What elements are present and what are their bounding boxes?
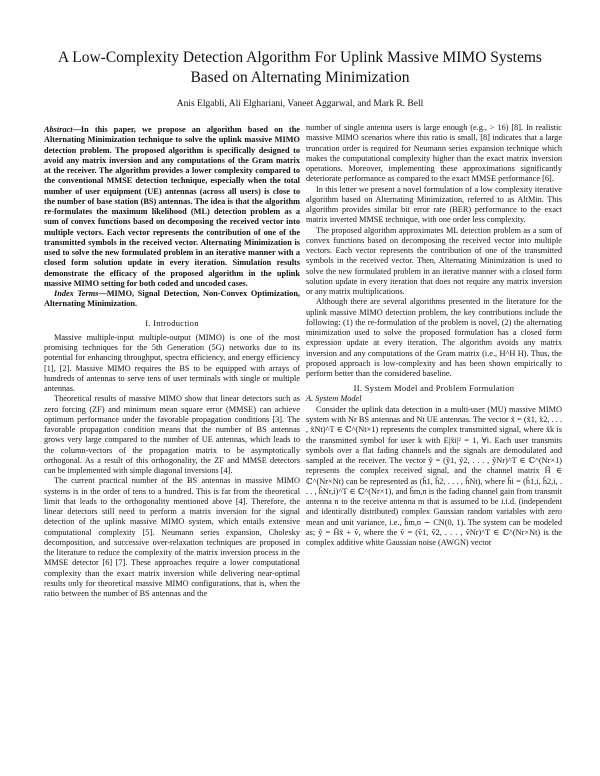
subsection-heading: A. System Model (306, 393, 362, 403)
index-terms (44, 289, 300, 310)
author-list: Anis Elgabli, Ali Elghariani, Vaneet Aggarwal, and Mark R. Bell (176, 99, 424, 109)
index-terms-label: Index Terms (54, 289, 99, 298)
right-column (306, 123, 562, 548)
abstract-label: Abstract (44, 125, 73, 134)
body-paragraph: The proposed algorithm approximates ML detection problem as a sum of convex functions based on decomposing the received vector into multiple vectors. Each vector represents the contribution of one of the transmitted symbols in the received vector. Then, Alternating Minimization is used to solve the new formulated problem in an iterative manner with a closed form solution update in every iteration that does not require any matrix inversion or any matrix multiplications. (306, 225, 562, 296)
body-paragraph: Although there are several algorithms presented in the literature for the uplink massive MIMO detection problem, the key contributions include the following: (1) the re-formulation of the problem is novel, (2) the alternating minimization used to solve the proposed formulation has a closed form expression update at every iteration. The algorithm avoids any matrix inversion and any computations of the Gram matrix (i.e., H^H H). Thus, the proposed approach is low-complexity and has been shown empirically to perform better than the considered baseline. (306, 297, 562, 378)
intro-paragraph: The current practical number of the BS antennas in massive MIMO systems is in the order of tens to a hundred. This is far from the theoretical limit that leads to the orthogonality mentioned above [4]. Therefore, the linear detectors still need to perform a matrix inversion for the signal detection of the uplink massive MIMO system, which entails extensive computational complexity [5]. Neumann series expansion, Cholesky decomposition, and successive over-relaxation techniques are proposed in the literature to reduce the complexity of the matrix inversion process in the MMSE detector [6] [7]. These approaches require a lower computational complexity than the exact matrix inversion while delivering near-optimal results only for theoretical massive MIMO configurations, that is, when the ratio between the number of BS antennas and the (44, 476, 300, 598)
body-paragraph: In this letter we present a novel formulation of a low complexity iterative algorithm based on Alternating Minimization, referred to as AltMin. This algorithm provides similar bit error rate (BER) performance to the exact matrix inverted MMSE technique, with one order less complexity. (306, 184, 562, 225)
abstract (44, 125, 300, 289)
body-paragraph: number of single antenna users is large enough (e.g., > 16) [8]. In realistic massive MIMO scenarios where this ratio is small, [8] indicates that a large truncation order is required for Neumann series expansion technique which makes the computational complexity higher than the exact matrix inversion operations. Moreover, implementing these approximations significantly deteriorate performance as compared to the exact MMSE performance [6]. (306, 123, 562, 184)
section-heading-system-model: II. System Model and Problem Formulation (353, 383, 515, 394)
section-heading-introduction: I. Introduction (145, 317, 199, 328)
intro-paragraph: Massive multiple-input multiple-output (MIMO) is one of the most promising techniques for the 5th Generation (5G) networks due to its potential for enhancing throughput, spectra efficiency, and energy efficiency [1], [2]. Massive MIMO requires the BS to be equipped with arrays of hundreds of antennas to serve tens of user terminals with single or multiple antennas. (44, 332, 300, 393)
paper-title: A Low-Complexity Detection Algorithm For Uplink Massive MIMO Systems Based on Alternating Minimization (58, 49, 542, 86)
abstract-text: —In this paper, we propose an algorithm based on the Alternating Minimization technique to solve the uplink massive MIMO detection problem. The proposed algorithm is specifically designed to avoid any matrix inversion and any computations of the Gram matrix at the receiver. The algorithm provides a lower complexity compared to the conventional MMSE detection technique, especially when the total number of user equipment (UE) antennas (across all users) is close to the number of base station (BS) antennas. The idea is that the algorithm re-formulates the maximum likelihood (ML) detection problem as a sum of convex functions based on decomposing the received vector into multiple vectors. Each vector represents the contribution of one of the transmitted symbols in the received vector. Alternating Minimization is used to solve the new formulated problem in an iterative manner with a closed form solution update in every iteration. Simulation results demonstrate the efficacy of the proposed algorithm in the uplink massive MIMO setting for both coded and uncoded cases. (44, 125, 300, 288)
left-column (44, 125, 300, 599)
index-terms-text: —MIMO, Signal Detection, Non-Convex Optimization, Alternating Minimization. (44, 289, 301, 309)
intro-paragraph: Theoretical results of massive MIMO show that linear detectors such as zero forcing (ZF) and minimum mean square error (MMSE) can achieve optimum performance under the favorable propagation conditions [3]. The favorable propagation condition means that the number of BS antennas grows very large compared to the number of UE antennas, which leads to the column-vectors of the propagation matrix to be asymptotically orthogonal. As a result of this orthogonality, the ZF and MMSE detectors can be implemented with simple diagonal inversions [4]. (44, 394, 300, 475)
body-paragraph: Consider the uplink data detection in a multi-user (MU) massive MIMO system with Nr BS antennas and Nt UE antennas. The vector x̃ = (x̃1, x̃2, . . . , x̃Nt)^T ∈ ℂ^(Nt×1) represents the complex transmitted signal, where x̃k is the transmitted symbol for user k with E|x̃i|² = 1, ∀i. Each user transmits symbols over a flat fading channels and the signals are demodulated and sampled at the receiver. The vector ỹ = (ỹ1, ỹ2, . . . , ỹNr)^T ∈ ℂ^(Nr×1) represents the complex received signal, and the channel matrix H̃ ∈ ℂ^(Nr×Nt) can be represented as (h̃1, h̃2, . . . , h̃Nt), where h̃i = (h̃1,i, h̃2,i, . . . , h̃Nr,i)^T ∈ ℂ^(Nr×1), and h̃m,n is the fading channel gain from transmit antenna n to the receive antenna m that is assumed to be i.i.d. (independent and identically distributed) complex Gaussian random variables with zero mean and unit variance, i.e., h̃m,n ∼ CN(0, 1). The system can be modeled as; ỹ = H̃x̃ + ṽ, where the ṽ = (ṽ1, ṽ2, . . . , ṽNr)^T ∈ ℂ^(Nr×Nt) is the complex additive white Gaussian noise (AWGN) vector (306, 404, 562, 547)
